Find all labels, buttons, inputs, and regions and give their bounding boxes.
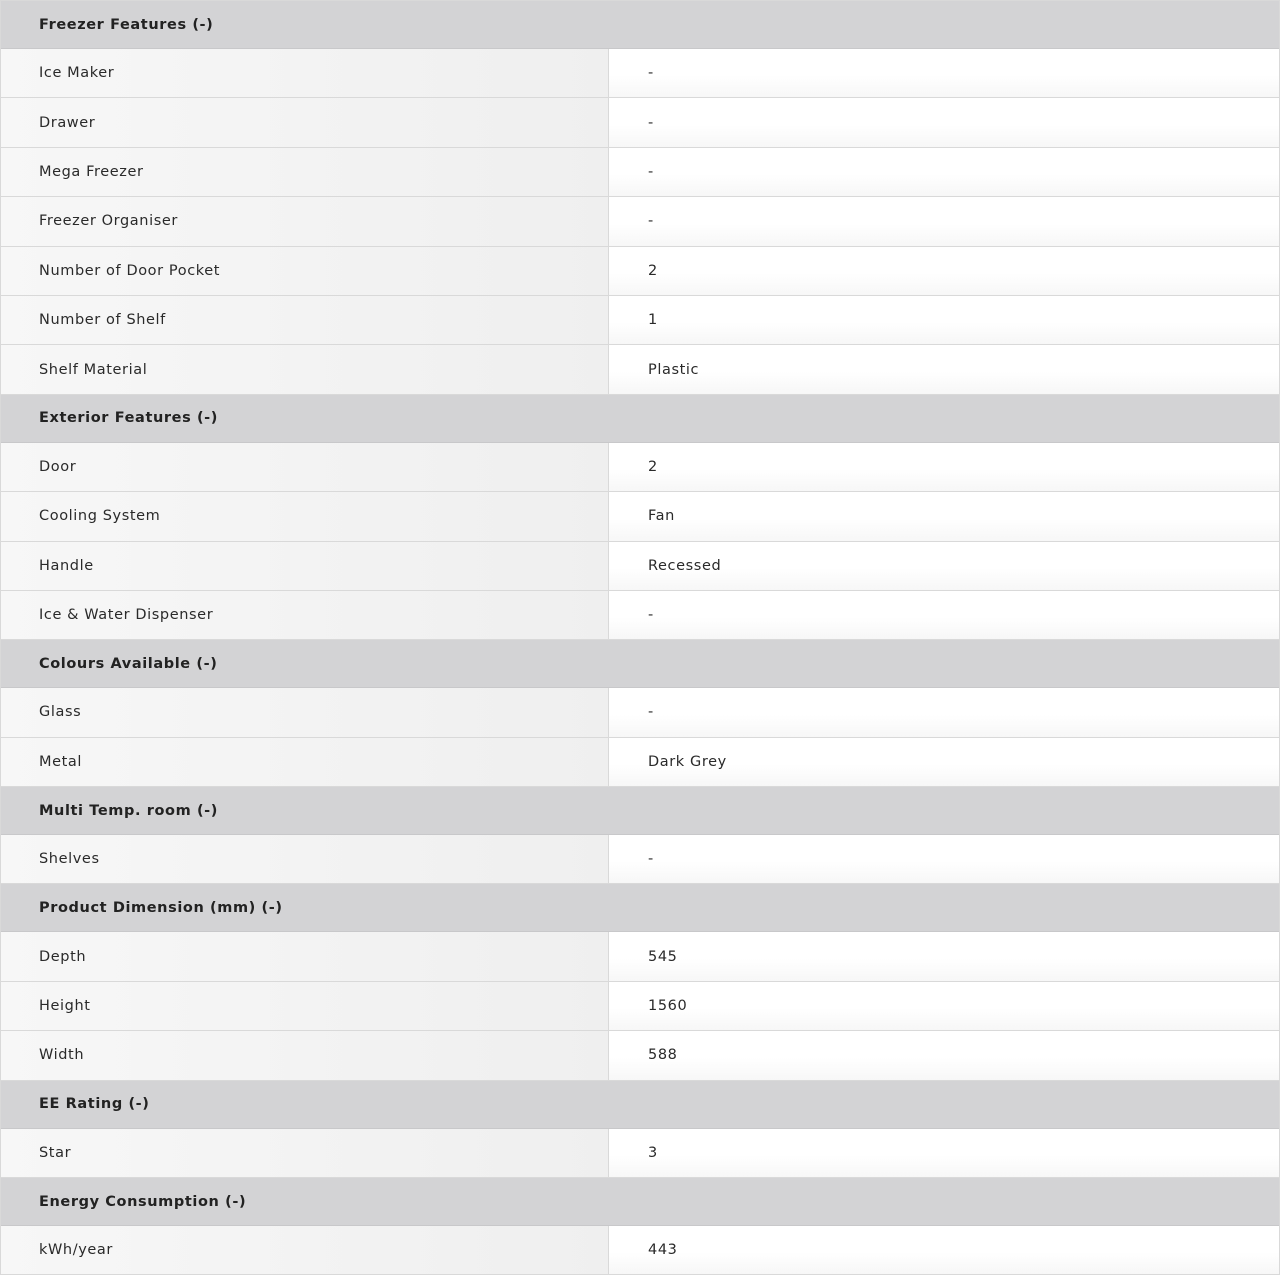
spec-row-cooling-system (1, 492, 1279, 541)
spec-value: - (609, 98, 1279, 146)
spec-row-handle (1, 542, 1279, 591)
spec-value: Dark Grey (609, 738, 1279, 786)
section-freezer-features (1, 1, 1279, 395)
spec-label: Shelves (1, 835, 609, 883)
section-multi-temp-room (1, 787, 1279, 884)
spec-label: Height (1, 982, 609, 1030)
spec-row-shelves (1, 835, 1279, 884)
spec-label: Glass (1, 688, 609, 736)
spec-value: Fan (609, 492, 1279, 540)
spec-row-width (1, 1031, 1279, 1080)
section-product-dimension (1, 884, 1279, 1080)
spec-row-drawer (1, 98, 1279, 147)
spec-value: - (609, 148, 1279, 196)
spec-label: Number of Shelf (1, 296, 609, 344)
spec-label: Shelf Material (1, 345, 609, 393)
spec-value: 3 (609, 1129, 1279, 1177)
spec-value: 588 (609, 1031, 1279, 1079)
spec-label: Metal (1, 738, 609, 786)
spec-label: Cooling System (1, 492, 609, 540)
spec-value: - (609, 591, 1279, 639)
spec-value: - (609, 197, 1279, 245)
spec-label: kWh/year (1, 1226, 609, 1274)
spec-row-door (1, 443, 1279, 492)
section-ee-rating (1, 1081, 1279, 1178)
spec-value: 1 (609, 296, 1279, 344)
spec-row-kwh-year (1, 1226, 1279, 1275)
section-header[interactable]: EE Rating (-) (1, 1081, 1279, 1129)
section-exterior-features (1, 395, 1279, 641)
spec-label: Ice & Water Dispenser (1, 591, 609, 639)
spec-value: 1560 (609, 982, 1279, 1030)
spec-label: Ice Maker (1, 49, 609, 97)
spec-row-ice-maker (1, 49, 1279, 98)
spec-row-freezer-organiser (1, 197, 1279, 246)
spec-row-metal (1, 738, 1279, 787)
spec-value: 545 (609, 932, 1279, 980)
section-energy-consumption (1, 1178, 1279, 1275)
section-header[interactable]: Multi Temp. room (-) (1, 787, 1279, 835)
spec-value: - (609, 835, 1279, 883)
spec-row-ice-water-dispenser (1, 591, 1279, 640)
section-header[interactable]: Freezer Features (-) (1, 1, 1279, 49)
spec-label: Freezer Organiser (1, 197, 609, 245)
spec-row-height (1, 982, 1279, 1031)
spec-row-mega-freezer (1, 148, 1279, 197)
section-header[interactable]: Colours Available (-) (1, 640, 1279, 688)
section-colours-available (1, 640, 1279, 787)
spec-value: - (609, 49, 1279, 97)
section-header[interactable]: Product Dimension (mm) (-) (1, 884, 1279, 932)
section-header[interactable]: Exterior Features (-) (1, 395, 1279, 443)
spec-label: Drawer (1, 98, 609, 146)
spec-value: 2 (609, 443, 1279, 491)
spec-row-number-of-shelf (1, 296, 1279, 345)
spec-value: Plastic (609, 345, 1279, 393)
spec-row-depth (1, 932, 1279, 981)
spec-value: Recessed (609, 542, 1279, 590)
section-header[interactable]: Energy Consumption (-) (1, 1178, 1279, 1226)
spec-value: - (609, 688, 1279, 736)
spec-label: Mega Freezer (1, 148, 609, 196)
spec-row-door-pocket (1, 247, 1279, 296)
spec-row-glass (1, 688, 1279, 737)
spec-label: Handle (1, 542, 609, 590)
spec-value: 2 (609, 247, 1279, 295)
spec-label: Star (1, 1129, 609, 1177)
spec-value: 443 (609, 1226, 1279, 1274)
spec-row-star (1, 1129, 1279, 1178)
spec-label: Width (1, 1031, 609, 1079)
spec-label: Door (1, 443, 609, 491)
spec-row-shelf-material (1, 345, 1279, 394)
spec-label: Depth (1, 932, 609, 980)
spec-label: Number of Door Pocket (1, 247, 609, 295)
